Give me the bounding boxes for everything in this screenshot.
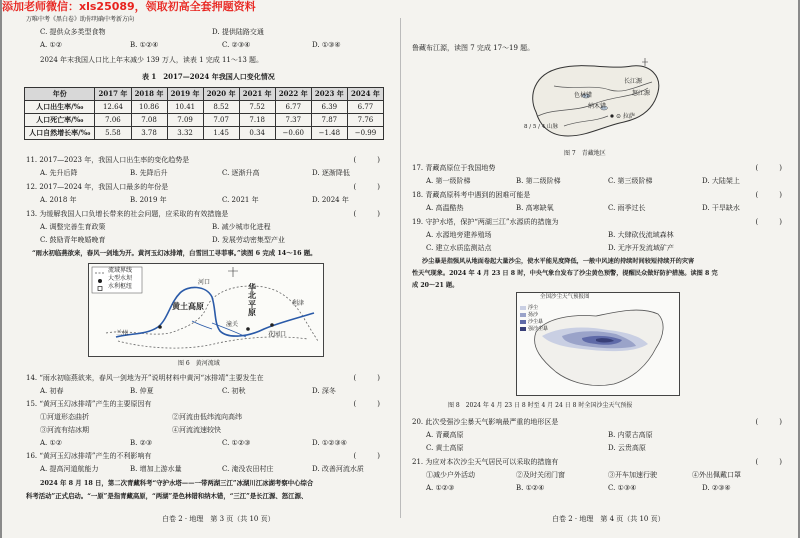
q11-stem: 11. 2017—2023 年，我国人口出生率的变化趋势是 xyxy=(26,156,190,164)
statement-item: ①减少户外活动 xyxy=(426,471,475,479)
legend-dam-symbol xyxy=(98,279,102,283)
dust-forecast-map xyxy=(516,292,680,396)
page-3-column xyxy=(22,0,382,538)
map-label: ⊙ 拉萨 xyxy=(616,113,635,120)
table-cell: 12.64 xyxy=(95,101,131,114)
table-cell: 7.08 xyxy=(131,114,167,127)
legend-label: 扬沙 xyxy=(528,312,539,318)
table-cell: 7.06 xyxy=(95,114,131,127)
statement-item: ①河道形态曲折 xyxy=(40,413,89,421)
legend-swatch xyxy=(520,313,526,317)
answer-option: B. ②③ xyxy=(130,439,153,447)
table-cell: 7.09 xyxy=(167,114,203,127)
table-header-cell: 2024 年 xyxy=(347,88,383,101)
q10-opt-d: D. 提供陆路交通 xyxy=(212,28,264,36)
answer-option: C. 逐渐升高 xyxy=(222,169,260,177)
table-cell: −0.99 xyxy=(347,127,383,140)
map-label-plain: 华北平原 xyxy=(248,282,256,318)
legend-label: 沙尘暴 xyxy=(528,319,544,325)
answer-option: A. 第一级阶梯 xyxy=(426,177,471,185)
table-cell: 6.77 xyxy=(347,101,383,114)
figure-6-caption: 图 6 黄河流域 xyxy=(178,360,220,367)
table-header-cell: 年份 xyxy=(25,88,95,101)
answer-paren: ( ) xyxy=(353,452,380,460)
map-label-plateau: 黄土高原 xyxy=(172,301,204,311)
answer-option: C. ①②③ xyxy=(222,439,251,447)
map-label: 长江源 xyxy=(624,78,643,85)
q10-opt-c: C. 提供众多类型食物 xyxy=(40,28,106,36)
reading-passage: 成 20～21 题。 xyxy=(412,282,459,289)
promo-banner: 添加老师微信：xls25089，领取初高全套押题资料 xyxy=(2,0,256,13)
answer-option: A. ①② xyxy=(40,41,63,49)
page-4-column xyxy=(412,0,784,538)
answer-option: D. ①③④ xyxy=(312,41,341,49)
table-cell: 7.18 xyxy=(239,114,275,127)
table-title: 表 1 2017—2024 年我国人口变化情况 xyxy=(142,72,275,81)
answer-option: A. 青藏高原 xyxy=(426,431,464,439)
column-divider xyxy=(400,18,401,518)
table-cell: 10.41 xyxy=(167,101,203,114)
map-label-town: 潼关 xyxy=(226,321,239,328)
answer-option: B. 高寒缺氧 xyxy=(516,204,554,212)
q13-stem: 13. 为缓解我国人口负增长带来的社会问题，应采取的有效措施是 xyxy=(26,210,229,218)
q14-stem: 14. “雨水初临燕欲来，春风一剑地为开”说明材料中黄河“冰排靖”主要发生在 xyxy=(26,374,264,382)
answer-option: B. 增加上游水量 xyxy=(130,465,182,473)
answer-paren: ( ) xyxy=(353,156,380,164)
answer-option: B. 内蒙古高原 xyxy=(608,431,653,439)
answer-option: B. 2019 年 xyxy=(130,196,167,204)
table-cell: 1.45 xyxy=(203,127,239,140)
answer-option: D. 发展劳动密集型产业 xyxy=(212,236,285,244)
reading-passage: 沙尘暴是指强风从地面卷起大量沙尘，使水平能见度降低，一般中风速的持续时间较短持续开的灾害 xyxy=(422,258,695,265)
statement-item: ②及时关闭门窗 xyxy=(516,471,565,479)
answer-option: C. 鼓励青年晚婚晚育 xyxy=(40,236,106,244)
q15-stem: 15. “黄河玉幻冰排靖”产生的主要原因有 xyxy=(26,400,152,408)
answer-option: C. ②③④ xyxy=(222,41,251,49)
answer-option: D. 深冬 xyxy=(312,387,336,395)
map-label-town: 兰州 xyxy=(116,330,129,337)
table-cell: 6.77 xyxy=(275,101,311,114)
table-header-cell: 2023 年 xyxy=(311,88,347,101)
map-8-title: 全国沙尘天气预报图 xyxy=(540,294,590,300)
table-cell: 6.39 xyxy=(311,101,347,114)
table-cell: 10.86 xyxy=(131,101,167,114)
answer-option: C. 黄土高原 xyxy=(426,444,464,452)
page-footer: 白卷 2 · 地理 第 3 页（共 10 页） xyxy=(162,515,275,523)
answer-option: D. 2024 年 xyxy=(312,196,349,204)
legend-swatch xyxy=(520,306,526,310)
answer-paren: ( ) xyxy=(353,374,380,382)
map-label: 色林错 xyxy=(574,92,593,99)
table-cell: 8.52 xyxy=(203,101,239,114)
dam-marker xyxy=(158,325,162,329)
answer-option: B. 仲夏 xyxy=(130,387,154,395)
population-table xyxy=(24,87,384,140)
map-label-town: 河口 xyxy=(198,279,211,286)
answer-option: A. 2018 年 xyxy=(40,196,77,204)
answer-option: C. 初秋 xyxy=(222,387,246,395)
table-cell: 7.07 xyxy=(203,114,239,127)
table-header-cell: 2018 年 xyxy=(131,88,167,101)
statement-item: ④河流流速较快 xyxy=(172,426,221,434)
answer-option: A. 初春 xyxy=(40,387,64,395)
poem-intro: “雨水初临燕欲来，春风一剑地为开。黄河玉幻冰排靖，白雪回工寻菲事。”读图 6 完成 14～16 题。 xyxy=(32,249,317,257)
legend-label: 浮尘 xyxy=(528,305,539,311)
table-cell: 5.58 xyxy=(95,127,131,140)
answer-option: D. 改善河流水质 xyxy=(312,465,364,473)
answer-paren: ( ) xyxy=(755,458,782,466)
table-header-cell: 2021 年 xyxy=(239,88,275,101)
answer-option: C. 淹没农田村庄 xyxy=(222,465,274,473)
answer-option: D. 大陆架上 xyxy=(702,177,740,185)
q16-stem: 16. “黄河玉幻冰排靖”产生的不利影响有 xyxy=(26,452,152,460)
answer-option: C. 建立水质监测站点 xyxy=(426,244,492,252)
statement-item: ④外出佩戴口罩 xyxy=(692,471,741,479)
answer-option: A. 高温酷热 xyxy=(426,204,464,212)
table-cell: 7.87 xyxy=(311,114,347,127)
answer-option: C. 2021 年 xyxy=(222,196,259,204)
table-header-cell: 2022 年 xyxy=(275,88,311,101)
figure-7-caption: 图 7 青藏地区 xyxy=(564,150,606,157)
answer-option: D. ②③④ xyxy=(702,484,731,492)
answer-option: A. 提高河道航能力 xyxy=(40,465,99,473)
map-label: 8 / 5 / 4 山脉 xyxy=(524,124,558,130)
answer-paren: ( ) xyxy=(755,164,782,172)
exam-sheet xyxy=(2,0,798,538)
legend-label: 强沙尘暴 xyxy=(528,326,549,332)
legend-label: 水利枢纽 xyxy=(108,283,133,290)
map-label: 纳木错 xyxy=(588,103,607,110)
statement-item: ③开车加速行驶 xyxy=(608,471,657,479)
answer-paren: ( ) xyxy=(353,183,380,191)
q21-stem: 21. 为应对本次沙尘天气居民可以采取的措施有 xyxy=(412,458,559,466)
qinghai-tibet-map xyxy=(524,56,666,148)
answer-option: B. 第二级阶梯 xyxy=(516,177,561,185)
table-cell: −0.60 xyxy=(275,127,311,140)
q20-stem: 20. 此次受强沙尘暴天气影响最严重的地形区是 xyxy=(412,418,559,426)
answer-option: A. ①②③ xyxy=(426,484,455,492)
answer-paren: ( ) xyxy=(755,191,782,199)
legend-swatch xyxy=(520,320,526,324)
table-row xyxy=(25,101,384,114)
answer-option: C. 雨季过长 xyxy=(608,204,646,212)
legend-label: 流域界线 xyxy=(108,267,133,274)
page-header: 万唯中考《黑白卷》助你明确中考新方向 xyxy=(26,16,135,23)
answer-paren: ( ) xyxy=(755,218,782,226)
q17-stem: 17. 青藏高原位于我国地势 xyxy=(412,164,496,172)
table-cell: 7.76 xyxy=(347,114,383,127)
reading-passage: 性天气现象。2024 年 4 月 23 日 8 时，中央气象台发布了沙尘黄色预警，提醒民众做好防护措施。读图 8 完 xyxy=(412,270,718,277)
answer-paren: ( ) xyxy=(353,210,380,218)
reading-passage: 科考活动”正式启动。“一原”是指青藏高原，“两湖”是色林错和纳木错，“三江”是长江源、怒江源、 xyxy=(26,492,308,500)
answer-option: C. 第三级阶梯 xyxy=(608,177,653,185)
dam-marker xyxy=(246,327,250,331)
dam-marker xyxy=(270,323,274,327)
table-cell: 0.34 xyxy=(239,127,275,140)
answer-option: B. 大肆砍伐流域森林 xyxy=(608,231,674,239)
table-cell: 人口死亡率/‰ xyxy=(25,114,95,127)
table-header-row xyxy=(25,88,384,101)
table-header-cell: 2020 年 xyxy=(203,88,239,101)
map-label-town: 花园口 xyxy=(268,331,287,338)
statement-item: ③河流有结冰期 xyxy=(40,426,89,434)
answer-option: A. 先升后降 xyxy=(40,169,78,177)
q19-stem: 19. 守护水塔，保护“两湖三江”水源质的措施为 xyxy=(412,218,559,226)
table-cell: 人口出生率/‰ xyxy=(25,101,95,114)
answer-option: C. ①③④ xyxy=(608,484,637,492)
table-cell: 7.52 xyxy=(239,101,275,114)
page-footer: 白卷 2 · 地理 第 4 页（共 10 页） xyxy=(552,515,665,523)
table-row xyxy=(25,114,384,127)
answer-option: B. ①②④ xyxy=(516,484,545,492)
map-label: 怒江源 xyxy=(632,90,651,97)
table-cell: 人口自然增长率/‰ xyxy=(25,127,95,140)
answer-option: D. 逐渐降低 xyxy=(312,169,350,177)
figure-8-caption: 图 8 2024 年 4 月 23 日 8 时至 4 月 24 日 8 时全国沙尘天气预报 xyxy=(448,402,633,409)
answer-option: D. 云贵高原 xyxy=(608,444,646,452)
city-marker xyxy=(610,114,613,117)
answer-option: B. 先降后升 xyxy=(130,169,168,177)
north-arrow-icon xyxy=(642,58,648,66)
q12-stem: 12. 2017—2024 年，我国人口最多的年份是 xyxy=(26,183,169,191)
table-cell: 3.32 xyxy=(167,127,203,140)
q17-19-intro: 鲁藏布江源，读图 7 完成 17～19 题。 xyxy=(412,44,535,52)
answer-option: B. 减少城市化进程 xyxy=(212,223,271,231)
reading-passage: 2024 年 8 月 18 日，第二次青藏科考“守护水塔——一带两湖三江”冰湖川江冰湖考察中心综合 xyxy=(40,479,314,487)
table-header-cell: 2017 年 xyxy=(95,88,131,101)
legend-swatch xyxy=(520,327,526,331)
answer-option: D. ①②③④ xyxy=(312,439,347,447)
table-cell: 7.37 xyxy=(275,114,311,127)
statement-item: ②河流由低纬流向高纬 xyxy=(172,413,242,421)
answer-option: D. 无序开发流域矿产 xyxy=(608,244,674,252)
table-cell: −1.48 xyxy=(311,127,347,140)
answer-paren: ( ) xyxy=(353,400,380,408)
table-cell: 3.78 xyxy=(131,127,167,140)
answer-option: B. ①②④ xyxy=(130,41,159,49)
answer-option: A. ①② xyxy=(40,439,63,447)
answer-paren: ( ) xyxy=(755,418,782,426)
map-label-town: 利津 xyxy=(292,300,305,307)
answer-option: D. 干旱缺水 xyxy=(702,204,740,212)
table-row xyxy=(25,127,384,140)
q18-stem: 18. 青藏高原科考中遇到的困难可能是 xyxy=(412,191,531,199)
answer-option: A. 水源地旁建养殖场 xyxy=(426,231,492,239)
q11-13-intro: 2024 年末我国人口比上年末减少 139 万人，读表 1 完成 11～13 题。 xyxy=(40,56,264,64)
legend-label: 大型水坝 xyxy=(108,275,133,282)
answer-option: A. 调整完善生育政策 xyxy=(40,223,106,231)
table-header-cell: 2019 年 xyxy=(167,88,203,101)
